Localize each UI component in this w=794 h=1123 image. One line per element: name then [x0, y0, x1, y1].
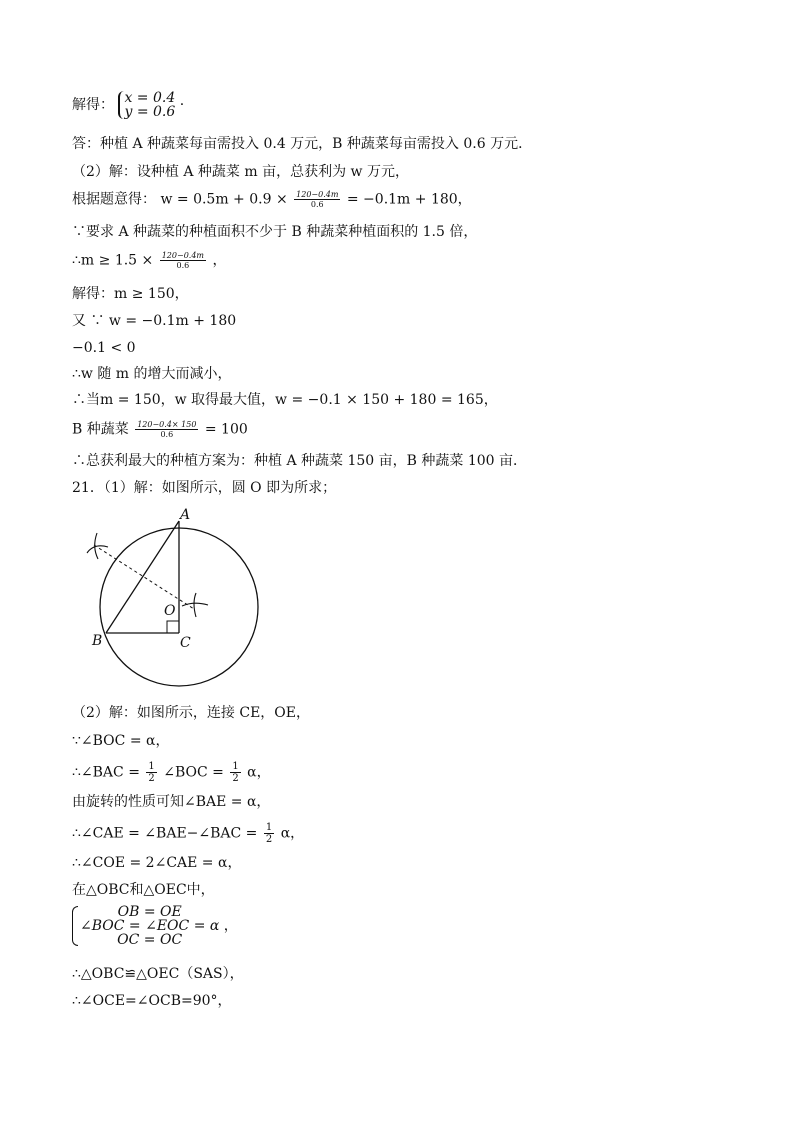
equation-w — [72, 190, 472, 209]
condition: OB = OE — [117, 904, 182, 920]
solution-line-1 — [72, 91, 184, 119]
text: ∴∠CAE = ∠BAE−∠BAC = — [72, 825, 258, 842]
text: · — [179, 97, 185, 113]
denominator: 2 — [232, 773, 239, 784]
right-angle-mark — [167, 621, 179, 633]
denominator: 0.6 — [176, 261, 190, 270]
conclusion-line: ∴总获利最大的种植方案为：种植 A 种蔬菜 150 亩，B 种蔬菜 100 亩． — [72, 453, 527, 469]
b-area-line — [72, 420, 248, 439]
denominator: 2 — [148, 773, 155, 784]
fraction — [135, 420, 198, 439]
angle-coe-line: ∴∠COE = 2∠CAE = α， — [72, 855, 242, 871]
fraction — [294, 190, 340, 209]
answer-line: 答：种植 A 种蔬菜每亩需投入 0.4 万元，B 种蔬菜每亩需投入 0.6 万元． — [72, 136, 533, 152]
fraction — [160, 251, 206, 270]
fraction — [264, 822, 274, 845]
numerator: 120−0.4m — [161, 251, 204, 260]
text: ， — [223, 918, 238, 934]
congruent-line: ∴△OBC≌△OEC（SAS）， — [72, 966, 244, 982]
equation: x = 0.4 — [124, 90, 176, 106]
text: α， — [247, 764, 271, 781]
arc-mark-lower-2 — [194, 593, 196, 617]
rotation-line: 由旋转的性质可知∠BAE = α， — [72, 794, 271, 810]
max-value-line: ∴当m = 150，w 取得最大值，w = −0.1 × 150 + 180 = 165， — [72, 392, 498, 408]
geometry-figure — [70, 505, 270, 690]
part2-intro: （2）解：设种植 A 种蔬菜 m 亩，总获利为 w 万元， — [72, 164, 409, 180]
text: 解得： — [72, 97, 114, 113]
label-a: A — [180, 507, 191, 523]
equation-system — [118, 91, 175, 119]
right-angle-line: ∴∠OCE=∠OCB=90°， — [72, 993, 232, 1009]
numerator: 120−0.4m — [296, 190, 339, 199]
denominator: 0.6 — [160, 430, 174, 439]
text: 根据题意得： w = 0.5m + 0.9 × — [72, 191, 288, 208]
q21-part2-intro: （2）解：如图所示，连接 CE，OE， — [72, 705, 310, 721]
text: ， — [212, 252, 227, 269]
text: ∴m ≥ 1.5 × — [72, 252, 154, 269]
condition-system — [72, 905, 219, 947]
condition: ∠BOC = ∠EOC = α — [80, 918, 220, 934]
label-o: O — [164, 603, 176, 619]
congruence-conditions — [72, 905, 238, 947]
fraction — [230, 761, 240, 784]
text: ∴∠BAC = — [72, 764, 140, 781]
text: = 100 — [204, 421, 248, 438]
denominator: 0.6 — [310, 200, 324, 209]
denominator: 2 — [265, 834, 273, 845]
label-c: C — [180, 635, 191, 651]
inscribed-angle-line — [72, 761, 271, 784]
condition: OC = OC — [117, 932, 183, 948]
fraction — [146, 761, 156, 784]
angle-cae-line — [72, 822, 304, 845]
triangles-line: 在△OBC和△OEC中， — [72, 882, 215, 898]
monotonic-line: ∴w 随 m 的增大而减小， — [72, 366, 232, 382]
text: B 种蔬菜 — [72, 421, 129, 438]
numerator: 1 — [148, 761, 155, 772]
text: = −0.1m + 180， — [346, 191, 472, 208]
numerator: 1 — [232, 761, 239, 772]
condition-line: ∵要求 A 种蔬菜的种植面积不少于 B 种蔬菜种植面积的 1.5 倍， — [72, 224, 478, 240]
solve-line: 解得：m ≥ 150， — [72, 286, 189, 302]
text: ∠BOC = — [163, 764, 224, 781]
inequality-line — [72, 251, 226, 270]
slope-line: −0.1 < 0 — [72, 340, 136, 356]
text: α， — [280, 825, 305, 842]
equation: y = 0.6 — [124, 104, 176, 120]
w-function-line: 又 ∵ w = −0.1m + 180 — [72, 313, 237, 329]
numerator: 120−0.4× 150 — [137, 420, 197, 429]
label-b: B — [92, 633, 103, 649]
q21-part1-line: 21．（1）解：如图所示，圆 O 即为所求； — [72, 480, 337, 496]
numerator: 1 — [265, 822, 273, 833]
given-angle-line: ∵∠BOC = α， — [72, 733, 170, 749]
